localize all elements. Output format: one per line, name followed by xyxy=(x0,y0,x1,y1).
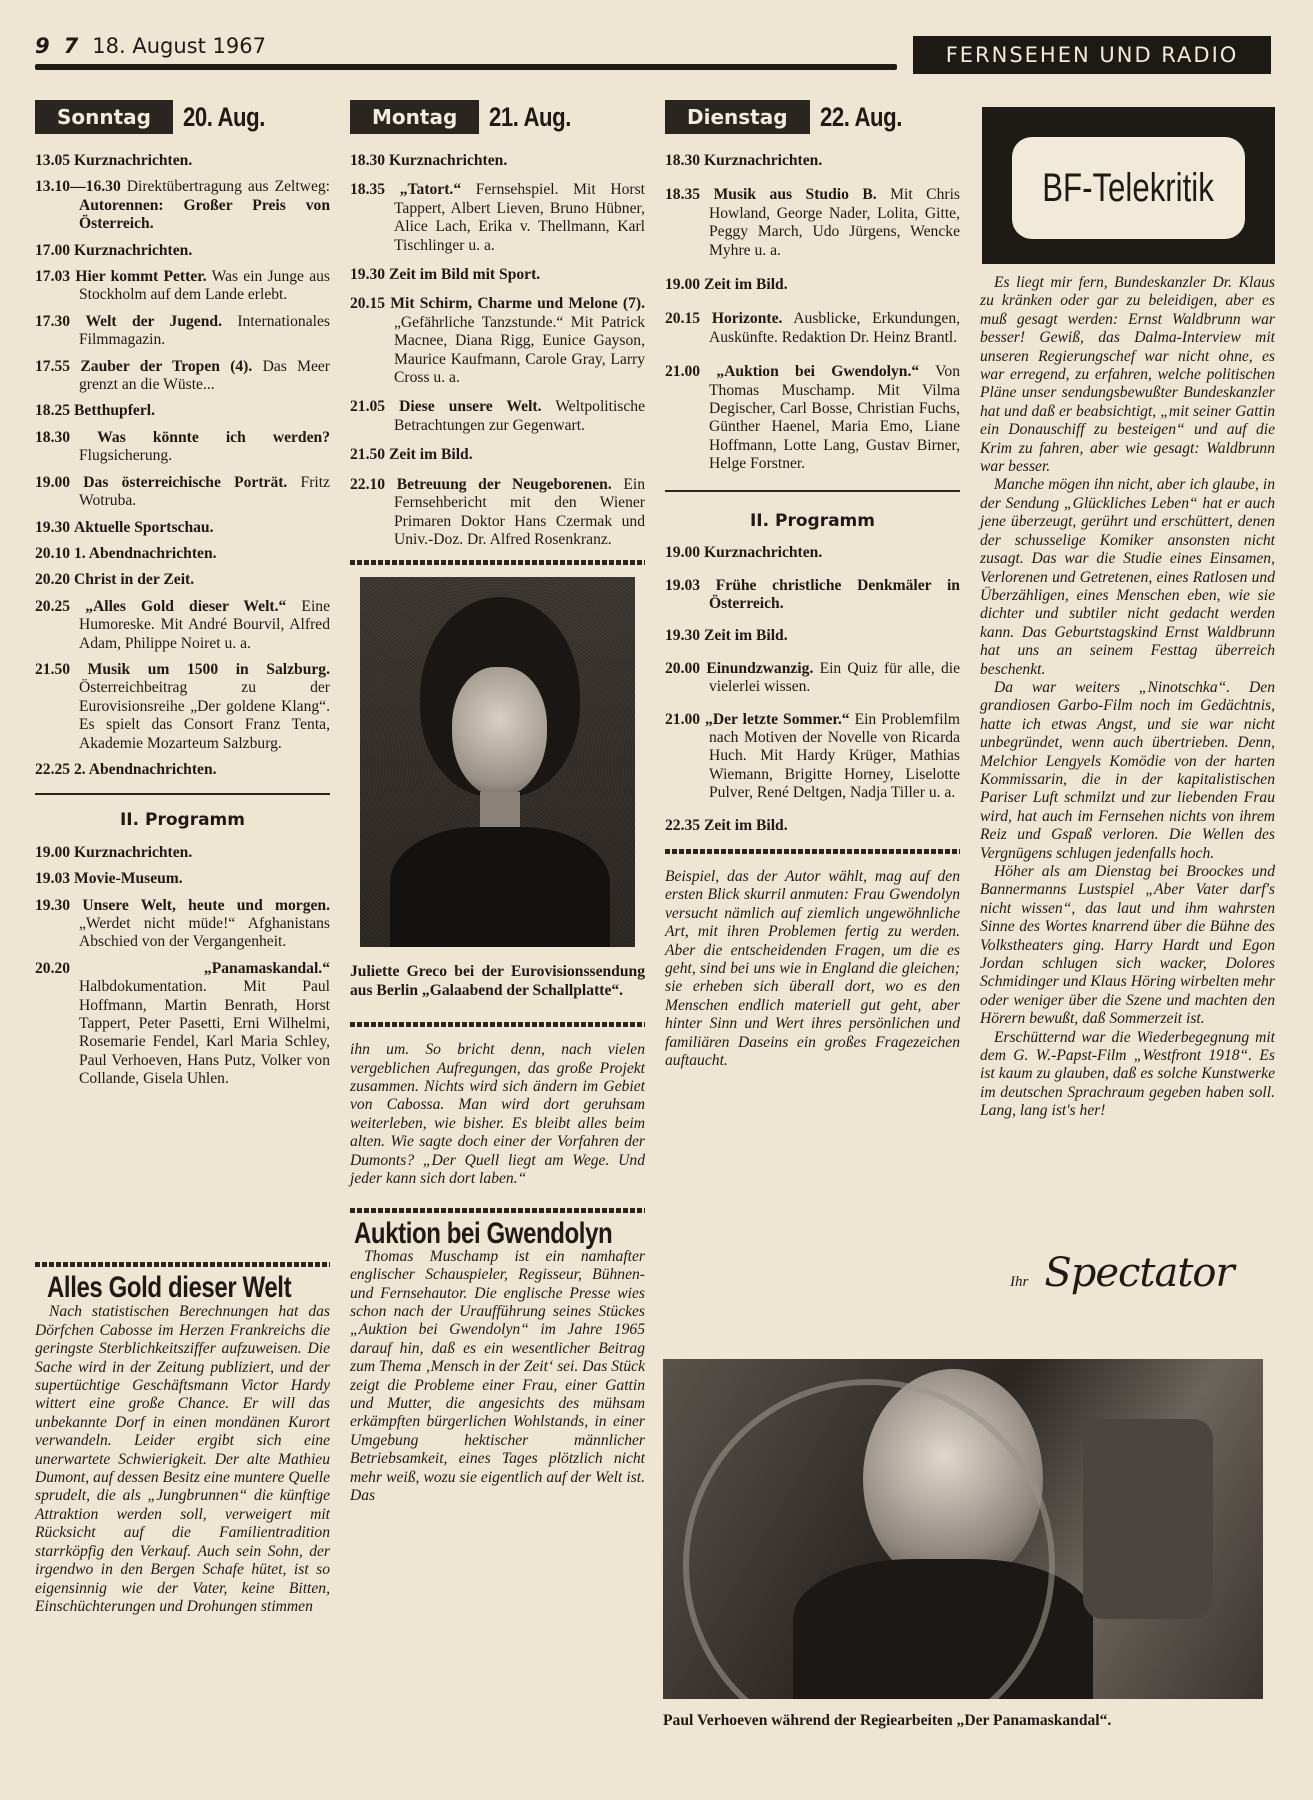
program-title: Kurznachrichten. xyxy=(74,241,193,259)
program-entry xyxy=(35,598,330,653)
program-entry xyxy=(665,186,960,260)
day-date: 21. Aug. xyxy=(489,101,572,132)
article-paragraph: Manche mögen ihn nicht, aber ich glaube, in der Sendung „Glückliches Leben“ hat er auch jene überzeugt, gerührt und erschüttert, denen der schusselige Komiker ansonsten nicht zusagt. Das war die Studie eines Einsamen, Verlorenen und Getretenen, eines Ratlosen und Überzähligen, eines Menschen eben, wie sie dichter und subtiler nicht gedacht werden kann. Das Geburtstagskind Ernst Waldbrunn hat uns an seinem Festtag überreich beschenkt. xyxy=(980,476,1275,678)
program-time: 21.00 xyxy=(665,363,701,381)
dotted-divider xyxy=(35,1262,330,1267)
program-time: 19.00 xyxy=(35,843,71,861)
day-date: 22. Aug. xyxy=(819,101,902,132)
divider xyxy=(35,793,330,795)
program-time: 17.55 xyxy=(35,357,71,375)
photo-caption: Paul Verhoeven während der Regiearbeiten „Der Panamaskandal“. xyxy=(663,1712,1112,1729)
program-time: 20.20 xyxy=(35,571,71,589)
section-title: FERNSEHEN UND RADIO xyxy=(913,36,1271,74)
program-description: Halbdokumentation. Mit Paul Hoffmann, Martin Benrath, Horst Tappert, Peter Pasetti, Erni Wilhelmi, Rosemarie Fendel, Karl Maria Schley, Paul Verhoeven, Hans Putz, Volker von Collande, Gisela Uhlen. xyxy=(79,978,330,1088)
program-entry xyxy=(665,577,960,614)
program-prefix: Direktübertragung aus Zeltweg: xyxy=(126,178,330,196)
program-heading: II. Programm xyxy=(749,510,875,531)
signature xyxy=(1010,1250,1234,1296)
program-title: Zauber der Tropen (4). xyxy=(80,357,253,375)
header-rule xyxy=(35,64,897,70)
program-entry xyxy=(665,276,960,294)
article-headline: Alles Gold dieser Welt xyxy=(47,1271,292,1304)
program-entry xyxy=(665,152,960,170)
program-entry xyxy=(35,661,330,753)
article-paragraph: Es liegt mir fern, Bundeskanzler Dr. Klaus zu kränken oder gar zu beleidigen, aber es muß gesagt werden: Ernst Waldbrunn war besser! Gewiß, das Dalma-Interview mit unseren Regierungschef war nicht ohne, es war erregend, zu erfahren, welche politischen Pläne unser sendungsbewußter Bundeskanzler hat und daß er beabsichtigt, „mit seiner Gattin ein Donauschiff zu besteigen“ und auf die Krim zu fahren, aber wie gesagt: Waldbrunn war besser. xyxy=(980,274,1275,476)
program-time: 21.00 xyxy=(665,710,701,728)
article-body: Nach statistischen Berechnungen hat das Dörfchen Cabosse im Herzen Frankreichs die geringste Sterblichkeitsziffer aufzuweisen. Die Sache wird in der Zeitung publiziert, und der supertüchtige Geschäftsmann Victor Hardy wittert eine große Chance. Er will das unbekannte Dorf in einen mondänen Kurort verwandeln. Leider ergibt sich eine unerwartete Schwierigkeit. Der alte Mathieu Dumont, auf dessen Besitz eine muntere Quelle sprudelt, die als „Jungbrunnen“ die künftige Attraktion werden soll, verweigert mit Rücksicht auf die Familientradition starrköpfig den Verkauf. Auch sein Sohn, der irgendwo in den Bergen Schafe hütet, ist so eigensinnig wie der Vater, keine Bitten, Einschüchterungen und Drohungen stimmen xyxy=(35,1303,330,1615)
article-body: Thomas Muschamp ist ein namhafter englischer Schauspieler, Regisseur, Bühnen- und Fernsehautor. Die englische Presse wies schon nach der Uraufführung seines Stückes „Auktion bei Gwendolyn“ im Jahre 1965 darauf hin, daß es ein wesentlicher Beitrag zum Thema ‚Mensch in der Zeit‘ sei. Das Stück zeigt die Probleme einer Frau, einer Gattin und Mutter, die angesichts des mühsam erkämpften bürgerlichen Wohlstands, in einer Umgebung hektischer männlicher Betriebsamkeit, eines Tages plötzlich nicht mehr weiß, wozu sie eigentlich auf der Welt ist. Das xyxy=(350,1247,645,1505)
program-entry xyxy=(35,268,330,305)
dotted-divider xyxy=(665,849,960,854)
program-listing xyxy=(665,544,960,835)
program-entry xyxy=(35,178,330,233)
article-alles-gold xyxy=(35,1262,330,1616)
program-description: Ein Fernsehbericht mit den Wiener Primaren Doktor Hans Czermak und Univ.-Doz. Dr. Alfred Rosenkranz. xyxy=(394,475,645,548)
program-time: 19.00 xyxy=(35,473,71,491)
program-title: „Tatort.“ xyxy=(399,181,462,199)
program-time: 20.15 xyxy=(665,310,701,328)
program-time: 18.30 xyxy=(35,428,71,446)
program-time: 19.30 xyxy=(350,266,386,284)
article-paragraph: Höher als am Dienstag bei Broockes und Bannermanns Lustspiel „Aber Vater darf's nicht wissen“, das laut und ihm wahrsten Sinne des Wortes knarrend über die Bühne des Volkstheaters ging. Harry Hardt und Egon Jordan schlugen sich wacker, Dolores Schmidinger und Klaus Höring wirbelten mehr oder weniger über die Szene und machten den Hörern bewußt, daß Sommerzeit ist. xyxy=(980,863,1275,1028)
program-time: 21.50 xyxy=(35,660,71,678)
program-time: 19.30 xyxy=(665,627,701,645)
program-description: „Werdet nicht müde!“ Afghanistans Abschied von der Vergangenheit. xyxy=(79,915,330,951)
program-title: Christ in der Zeit. xyxy=(74,571,195,589)
program-title: Frühe christliche Denkmäler in Österreich. xyxy=(709,576,960,612)
program-description: Eine Humoreske. Mit André Bourvil, Alfred Adam, Philippe Noiret u. a. xyxy=(79,597,330,652)
program-description: Weltpolitische Betrachtungen zur Gegenwart. xyxy=(394,398,645,434)
program-listing xyxy=(350,152,645,549)
program-title: Hier kommt Petter. xyxy=(75,268,207,286)
program-time: 20.20 xyxy=(35,959,71,977)
program-title: Was könnte ich werden? xyxy=(97,428,330,446)
program-description: Das Meer grenzt an die Wüste... xyxy=(79,357,330,394)
program-title: 1. Abendnachrichten. xyxy=(74,544,217,562)
program-title: Zeit im Bild mit Sport. xyxy=(389,266,541,284)
program-time: 17.00 xyxy=(35,241,71,259)
program-entry xyxy=(35,313,330,350)
program-entry xyxy=(665,310,960,347)
program-time: 22.10 xyxy=(350,475,386,493)
program-time: 19.30 xyxy=(35,518,71,536)
program-entry xyxy=(35,897,330,952)
article-headline: Auktion bei Gwendolyn xyxy=(354,1217,613,1251)
program-time: 22.25 xyxy=(35,760,71,778)
program-time: 19.03 xyxy=(35,870,71,888)
divider xyxy=(665,490,960,492)
program-time: 21.50 xyxy=(350,446,386,464)
program-time: 13.05 xyxy=(35,152,71,169)
program-title: Diese unsere Welt. xyxy=(399,398,542,416)
program-title: Musik aus Studio B. xyxy=(713,186,877,204)
program-entry xyxy=(665,627,960,645)
issue-date: 18. August 1967 xyxy=(92,34,266,58)
day-label: Montag xyxy=(350,100,479,134)
telekritik-title: BF-Telekritik xyxy=(1042,165,1215,210)
program-entry xyxy=(350,295,645,387)
program-heading: II. Programm xyxy=(119,810,245,831)
program-entry xyxy=(35,242,330,260)
program-time: 18.35 xyxy=(350,181,386,199)
program-title: Kurznachrichten. xyxy=(704,152,823,169)
program-entry xyxy=(35,545,330,563)
program-entry xyxy=(35,870,330,888)
program-entry xyxy=(35,152,330,170)
program-listing xyxy=(35,844,330,1089)
program-time: 20.00 xyxy=(665,659,701,677)
program-title: Aktuelle Sportschau. xyxy=(74,518,214,536)
program-entry xyxy=(665,544,960,562)
program-time: 18.35 xyxy=(665,186,701,204)
dotted-divider xyxy=(350,560,645,565)
program-description: Ein Problemfilm nach Motiven der Novelle von Ricarda Huch. Mit Hardy Krüger, Mathias Wiemann, Brigitte Horney, Liselotte Pulver, René Deltgen, Nadja Tiller u. a. xyxy=(709,710,960,802)
program-entry xyxy=(35,761,330,779)
program-description: Fernsehspiel. Mit Horst Tappert, Albert Lieven, Bruno Hübner, Alice Lach, Erika v. Thellmann, Karl Tischlinger u. a. xyxy=(394,181,645,254)
program-title: „Alles Gold dieser Welt.“ xyxy=(85,597,287,615)
day-label: Dienstag xyxy=(665,100,810,134)
program-entry xyxy=(350,152,645,170)
program-title: Zeit im Bild. xyxy=(389,446,473,464)
program-time: 17.03 xyxy=(35,268,71,286)
photo-juliette-greco xyxy=(360,577,635,947)
program-description: Was ein Junge aus Stockholm auf dem Lande erlebt. xyxy=(79,268,331,304)
program-entry xyxy=(35,844,330,862)
page-mark: 9 xyxy=(35,34,50,58)
program-entry xyxy=(35,402,330,420)
column-sonntag xyxy=(35,100,330,1097)
program-title: „Panamaskandal.“ xyxy=(203,959,330,977)
day-header xyxy=(35,100,330,134)
program-entry xyxy=(35,519,330,537)
program-title: Zeit im Bild. xyxy=(704,816,788,834)
telekritik-logo xyxy=(982,107,1275,264)
program-title: Kurznachrichten. xyxy=(389,152,508,169)
column-montag xyxy=(350,100,645,1505)
signature-name: Spectator xyxy=(1044,1250,1234,1296)
program-time: 13.10—16.30 xyxy=(35,178,121,196)
program-description: Flugsicherung. xyxy=(79,447,173,465)
program-description: Mit Chris Howland, George Nader, Lolita, Gitte, Peggy March, Udo Jürgens, Wencke Myhre u. a. xyxy=(709,186,960,259)
article-body: Beispiel, das der Autor wählt, mag auf den ersten Blick skurril anmuten: Frau Gwendolyn versucht nämlich auf ziemlich ungewöhnliche Art, mit ihren Problemen fertig zu werden. Aber die entscheidenden Fragen, um die es geht, sind bei uns wie in England die gleichen; sie erheben sich überall dort, wo es den Menschen endlich materiell gut geht, aber hinter Sinn und Wert ihres persönlichen und familiären Daseins ein großes Fragezeichen auftaucht. xyxy=(665,867,960,1070)
article-paragraph: Da war weiters „Ninotschka“. Den grandiosen Garbo-Film noch im Gedächtnis, hatte ich etwas Angst, und sie war nicht unbegründet, wenn auch übertrieben. Denn, Melchior Lengyels Komödie von der harten Kommissarin, die in der kapitalistischen Pariser Luft schmilzt und zur liebenden Frau wird, hat auch im Fernsehen nichts von ihrem Reiz und Gspaß verloren. Die Wellen des Vergnügens schlugen jedenfalls hoch. xyxy=(980,678,1275,862)
program-entry xyxy=(350,266,645,284)
program-time: 18.30 xyxy=(350,152,386,169)
program-title: „Der letzte Sommer.“ xyxy=(705,710,850,728)
program-time: 20.15 xyxy=(350,295,386,313)
program-title: Autorennen: Großer Preis von Österreich. xyxy=(79,196,330,233)
column-dienstag xyxy=(665,100,960,1070)
program-title: 2. Abendnachrichten. xyxy=(74,760,217,778)
program-entry xyxy=(665,711,960,803)
article-body: ihn um. So bricht denn, nach vielen vergeblichen Aufregungen, das große Projekt zusammen. Nichts wird sich ändern im Gebiet von Cabossa. Man wird dort geruhsam weiterleben, wie bisher. Es bleibt alles beim alten. Wie sagte doch einer der Vorfahren der Dumonts? „Der Quell liegt am Wege. Und jeder kann sich dort laben.“ xyxy=(350,1041,645,1187)
program-entry xyxy=(350,181,645,255)
dotted-divider xyxy=(350,1208,645,1213)
program-title: Movie-Museum. xyxy=(74,870,183,888)
program-entry xyxy=(665,363,960,473)
program-description: Österreichbeitrag zu der Eurovisionsreihe „Der goldene Klang“. Es spielt das Consort Franz Tenta, Akademie Mozarteum Salzburg. xyxy=(79,679,330,752)
program-time: 20.10 xyxy=(35,544,71,562)
program-time: 19.03 xyxy=(665,576,701,594)
program-title: Mit Schirm, Charme und Melone (7). xyxy=(390,295,645,313)
program-title: Horizonte. xyxy=(711,310,783,328)
telekritik-article xyxy=(980,274,1275,1121)
program-entry xyxy=(350,398,645,435)
program-title: Welt der Jugend. xyxy=(85,312,222,330)
program-entry xyxy=(35,429,330,466)
program-title: Unsere Welt, heute und morgen. xyxy=(82,896,330,914)
program-time: 19.30 xyxy=(35,896,71,914)
dotted-divider xyxy=(350,1022,645,1027)
program-entry xyxy=(665,660,960,697)
program-time: 17.30 xyxy=(35,312,71,330)
day-label: Sonntag xyxy=(35,100,173,134)
photo-paul-verhoeven xyxy=(663,1359,1263,1699)
program-entry xyxy=(350,446,645,464)
program-title: Zeit im Bild. xyxy=(704,627,788,645)
program-entry xyxy=(35,358,330,395)
program-entry xyxy=(35,474,330,511)
article-paragraph: Erschütternd war die Wiederbegegnung mit dem G. W.-Papst-Film „Westfront 1918“. Es ist kaum zu glauben, daß es solche Kunstwerke im deutschen Sprachraum gegeben haben soll. Lang, lang ist's her! xyxy=(980,1028,1275,1120)
program-title: Kurznachrichten. xyxy=(74,152,193,169)
program-title: Musik um 1500 in Salzburg. xyxy=(87,660,330,678)
photo-caption: Juliette Greco bei der Eurovisionssendung aus Berlin „Galaabend der Schallplatte“. xyxy=(350,963,645,999)
program-time: 19.00 xyxy=(665,544,701,562)
program-time: 21.05 xyxy=(350,398,386,416)
program-description: Fritz Wotruba. xyxy=(79,473,330,510)
program-description: Internationales Filmmagazin. xyxy=(79,312,330,349)
page-number xyxy=(35,34,266,58)
program-description: Ausblicke, Erkundungen, Auskünfte. Redaktion Dr. Heinz Brantl. xyxy=(709,310,961,346)
program-description: Von Thomas Muschamp. Mit Vilma Degischer, Carl Bosse, Christian Fuchs, Günther Haenel, Maria Emo, Liane Hoffmann, Lotte Lang, Gustav Birner, Helge Forstner. xyxy=(709,363,960,473)
program-title: Zeit im Bild. xyxy=(704,276,788,294)
program-entry xyxy=(665,817,960,835)
program-entry xyxy=(350,476,645,550)
program-title: Kurznachrichten. xyxy=(704,544,823,562)
program-time: 22.35 xyxy=(665,816,701,834)
program-title: Das österreichische Porträt. xyxy=(83,473,288,491)
program-listing xyxy=(665,152,960,474)
program-title: Kurznachrichten. xyxy=(74,843,193,861)
program-title: Betreuung der Neugeborenen. xyxy=(396,475,612,493)
program-description: „Gefährliche Tanzstunde.“ Mit Patrick Macnee, Diana Rigg, Eunice Gayson, Maurice Kaufmann, Carole Gray, Larry Cross u. a. xyxy=(394,313,645,387)
day-date: 20. Aug. xyxy=(183,101,266,132)
program-listing xyxy=(35,152,330,779)
program-title: Einundzwanzig. xyxy=(706,659,814,677)
program-entry xyxy=(35,960,330,1089)
program-entry xyxy=(35,571,330,589)
program-time: 19.00 xyxy=(665,276,701,294)
program-time: 18.25 xyxy=(35,402,71,420)
day-header xyxy=(350,100,645,134)
page-mark: 7 xyxy=(63,34,79,58)
program-title: Betthupferl. xyxy=(74,402,155,420)
program-time: 20.25 xyxy=(35,597,71,615)
program-time: 18.30 xyxy=(665,152,701,169)
program-description: Ein Quiz für alle, die vielerlei wissen. xyxy=(709,659,961,696)
signature-closing: Ihr xyxy=(1010,1274,1029,1290)
day-header xyxy=(665,100,960,134)
program-title: „Auktion bei Gwendolyn.“ xyxy=(716,363,920,381)
